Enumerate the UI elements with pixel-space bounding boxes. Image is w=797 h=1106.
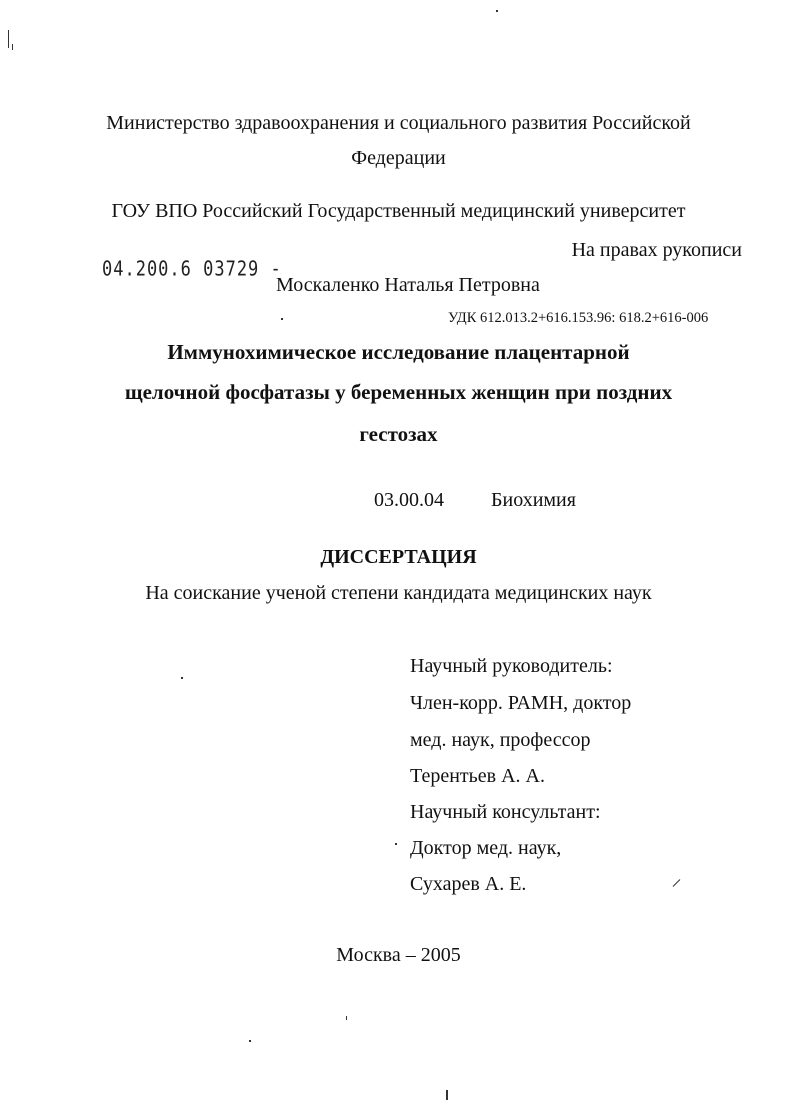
- scan-artifact: [8, 30, 9, 48]
- specialty-code: 03.00.04: [374, 489, 444, 511]
- consultant-title: Доктор мед. наук,: [410, 837, 562, 859]
- scan-artifact: [249, 1040, 251, 1042]
- title-line-1: Иммунохимическое исследование плацентарной: [167, 340, 630, 364]
- scan-artifact: [673, 879, 681, 887]
- supervisor-title-1: Член-корр. РАМН, доктор: [410, 692, 632, 714]
- registration-stamp: 04.200.6 03729 -: [102, 257, 282, 282]
- consultant-label: Научный консультант:: [410, 801, 601, 823]
- university-name: ГОУ ВПО Российский Государственный медицинский университет: [111, 200, 686, 222]
- scan-artifact: [281, 318, 283, 320]
- scan-artifact: [446, 1090, 448, 1100]
- title-line-2: щелочной фосфатазы у беременных женщин при поздних: [124, 380, 673, 404]
- title-line-3: гестозах: [359, 422, 438, 446]
- scan-artifact: [346, 1016, 347, 1020]
- author-name: Москаленко Наталья Петровна: [276, 274, 540, 296]
- specialty-name: Биохимия: [491, 489, 576, 511]
- supervisor-title-2: мед. наук, профессор: [410, 729, 591, 751]
- supervisor-label: Научный руководитель:: [410, 655, 613, 677]
- scan-artifact: [496, 10, 498, 12]
- degree-line: На соискание ученой степени кандидата медицинских наук: [145, 582, 652, 604]
- supervisor-name: Терентьев А. А.: [410, 765, 545, 787]
- ministry-line-2: Федерации: [351, 147, 446, 169]
- manuscript-note: На правах рукописи: [571, 239, 742, 261]
- scan-artifact: [12, 44, 13, 50]
- scan-artifact: [181, 677, 183, 679]
- city-year: Москва – 2005: [336, 944, 461, 966]
- document-type: ДИССЕРТАЦИЯ: [320, 546, 477, 568]
- consultant-name: Сухарев А. Е.: [410, 873, 527, 895]
- ministry-line-1: Министерство здравоохранения и социального развития Российской: [106, 112, 691, 134]
- scan-artifact: [395, 843, 397, 845]
- udk-code: УДК 612.013.2+616.153.96: 618.2+616-006: [448, 310, 709, 326]
